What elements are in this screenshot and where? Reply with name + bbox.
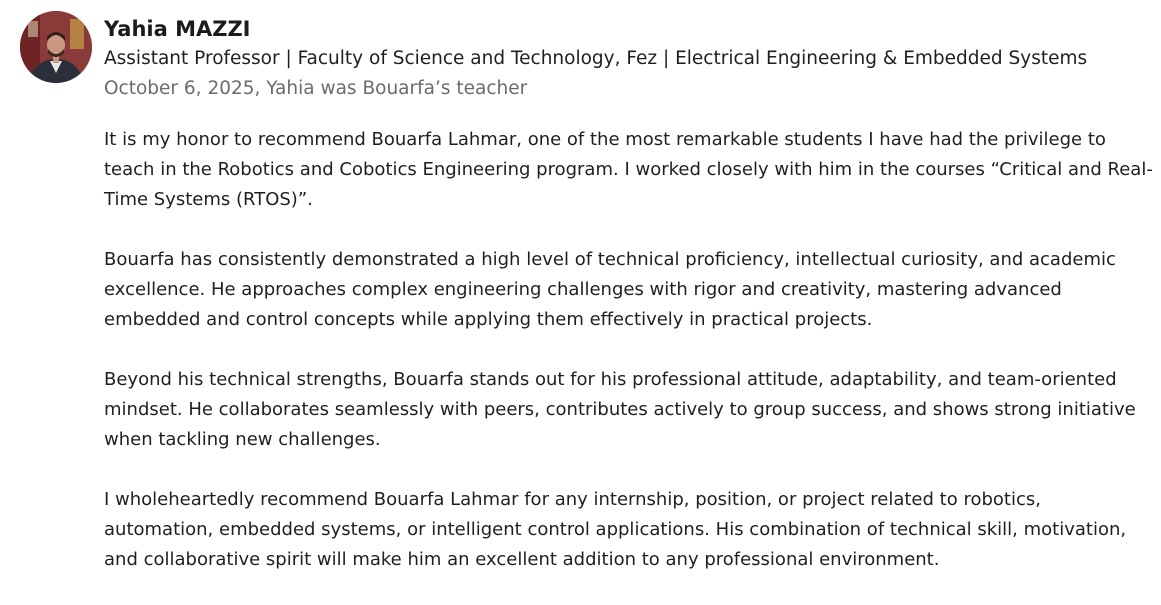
recommendation-meta: October 6, 2025, Yahia was Bouarfa’s teacher [104,78,528,99]
avatar-photo [20,11,92,83]
paragraph-4: I wholeheartedly recommend Bouarfa Lahmar for any internship, position, or project related to robotics, automation, embedded systems, or intelligent control applications. His combination of technical skill, motivation, and collaborative spirit will make him an excellent addition to any professional environment. [104,489,1127,570]
paragraph-2: Bouarfa has consistently demonstrated a high level of technical proficiency, intellectual curiosity, and academic excellence. He approaches complex engineering challenges with rigor and creativity, mastering advanced embedded and control concepts while applying them effectively in practical projects. [104,249,1116,330]
author-name[interactable]: Yahia MAZZI [104,17,251,41]
author-headline: Assistant Professor | Faculty of Science and Technology, Fez | Electrical Engineering & Embedded Systems [104,48,1088,69]
recommendation-header [104,14,1154,104]
recommendation-text [104,125,1154,605]
avatar[interactable] [20,11,92,83]
paragraph-3: Beyond his technical strengths, Bouarfa stands out for his professional attitude, adaptability, and team-oriented mindset. He collaborates seamlessly with peers, contributes actively to group success, and shows strong initiative when tackling new challenges. [104,369,1136,450]
paragraph-1: It is my honor to recommend Bouarfa Lahmar, one of the most remarkable students I have had the privilege to teach in the Robotics and Cobotics Engineering program. I worked closely with him in the courses “Critical and Real-Time Systems (RTOS)”. [104,129,1153,210]
